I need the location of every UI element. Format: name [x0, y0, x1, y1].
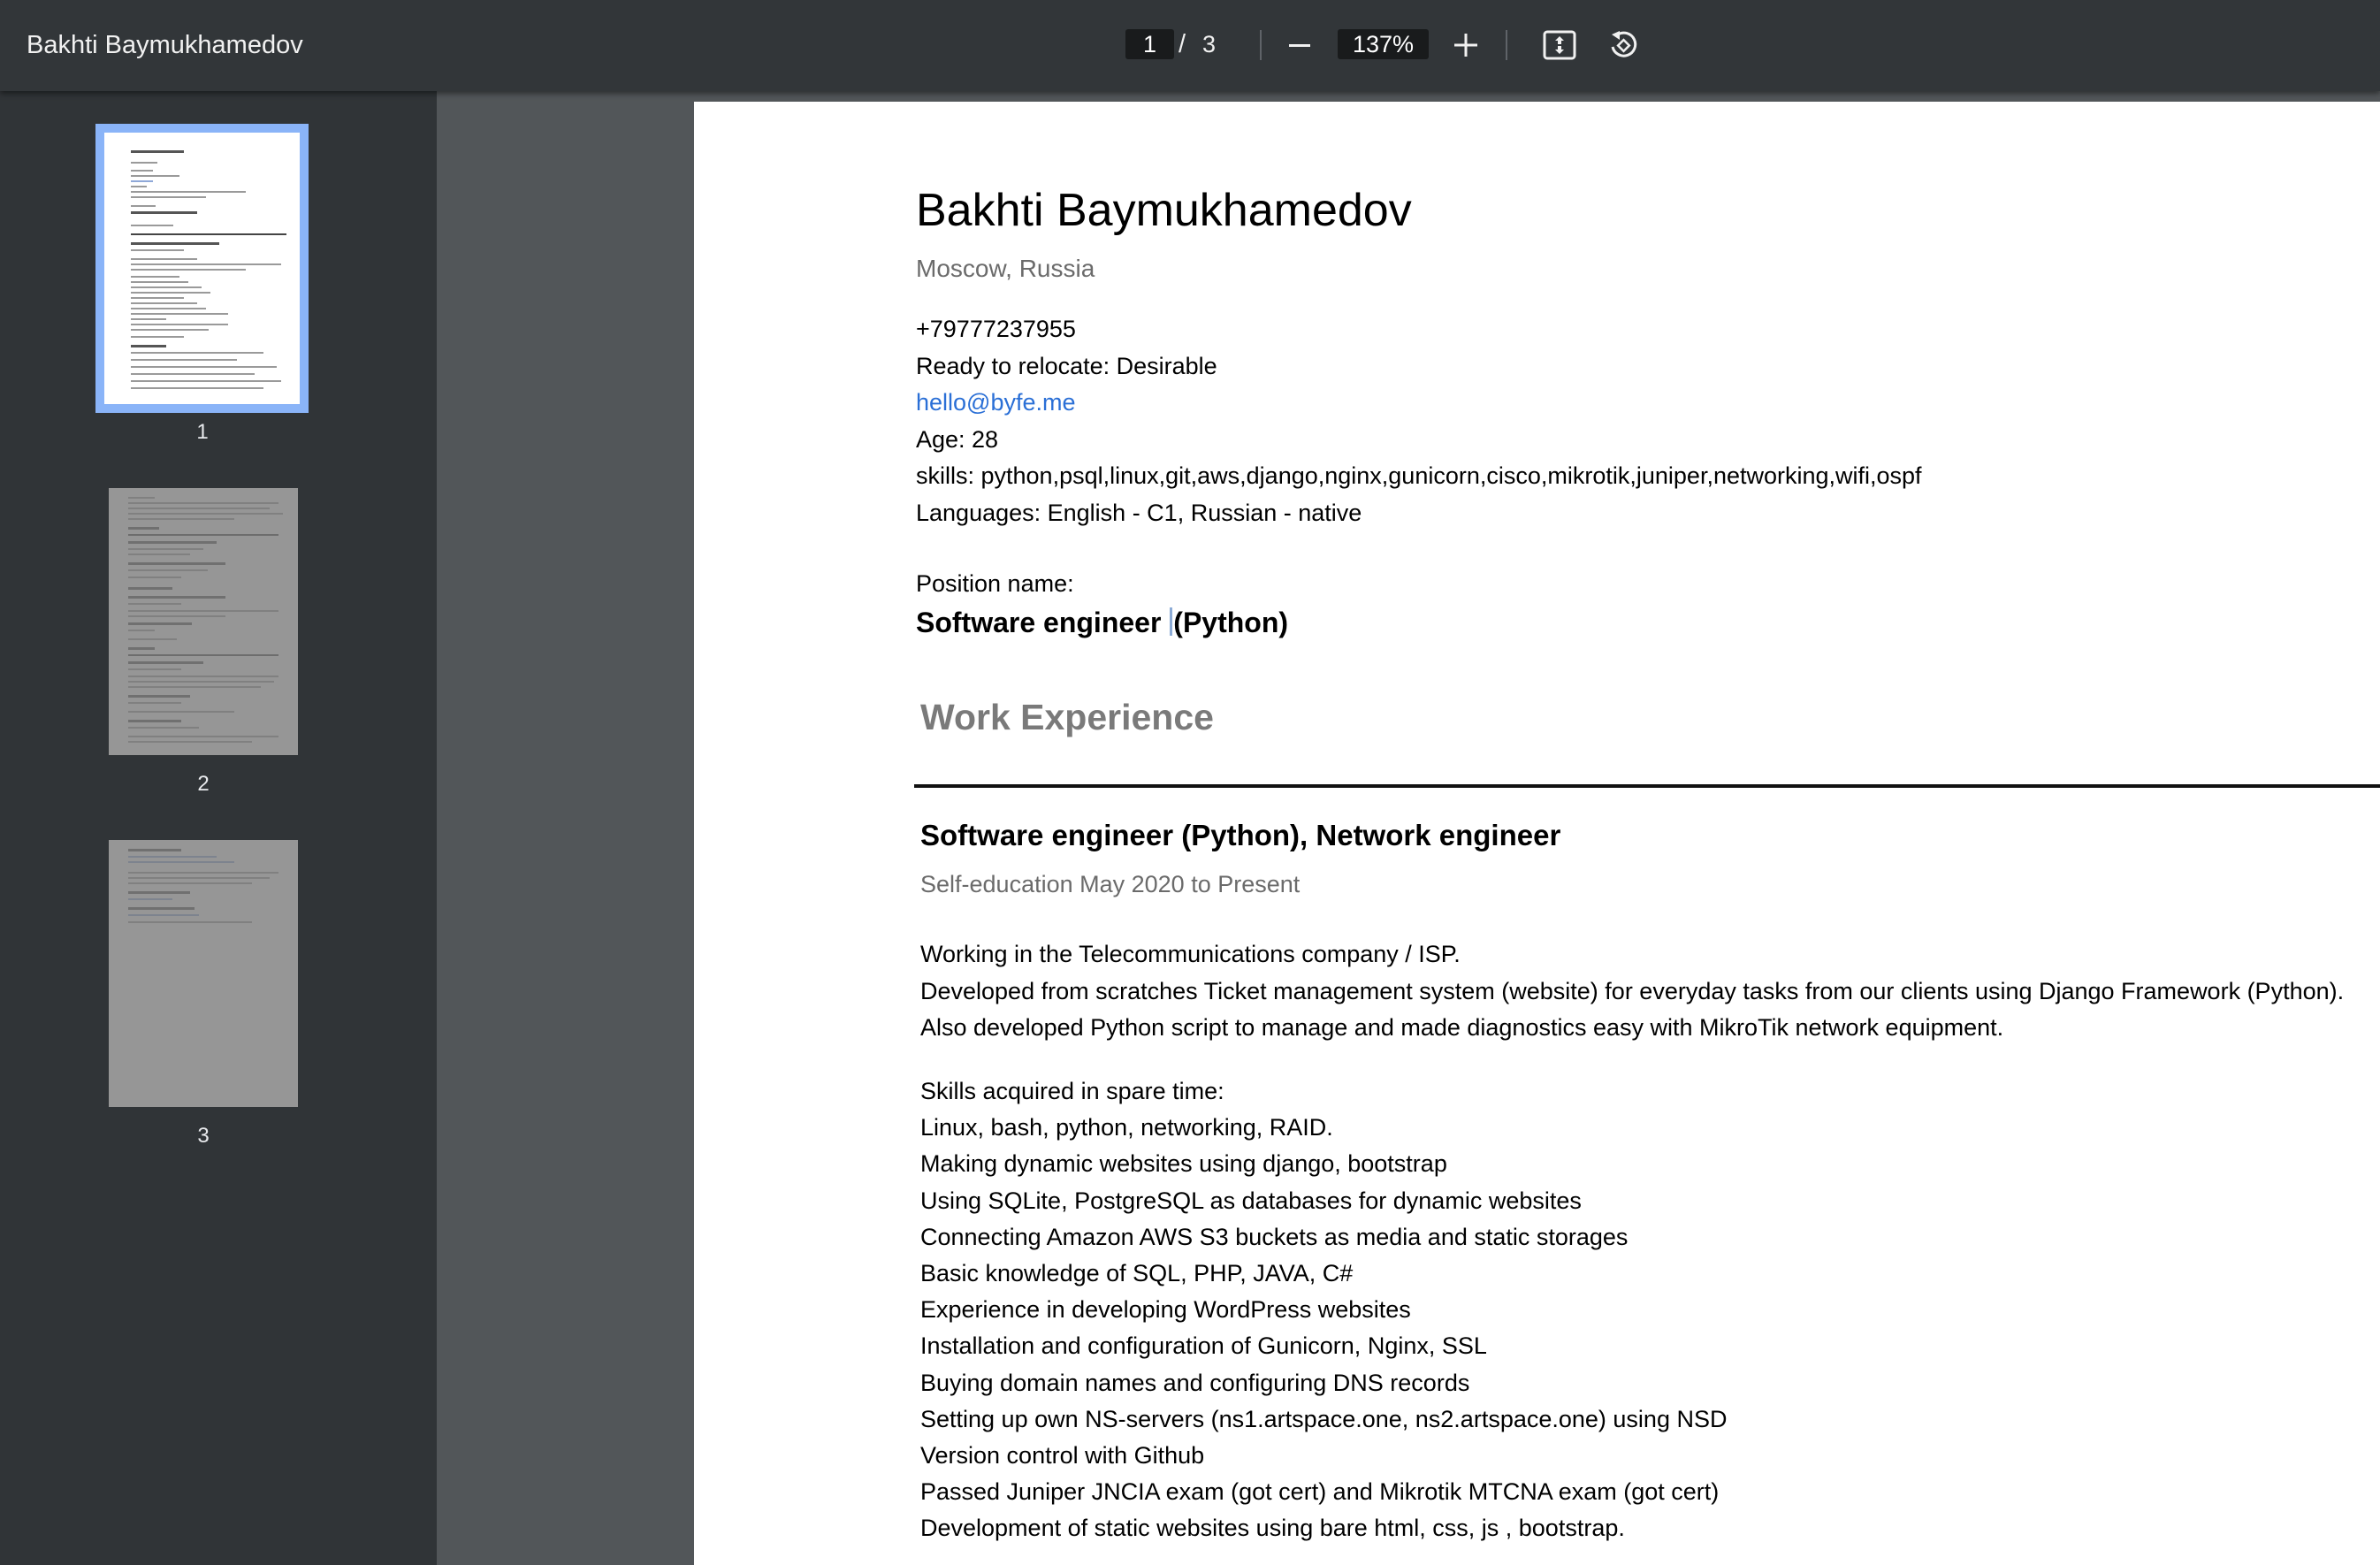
section-divider: [914, 784, 2380, 788]
job-description: [920, 936, 2344, 1047]
section-title-work-experience: Work Experience: [920, 697, 1214, 737]
position-title-part: Software engineer: [916, 607, 1170, 638]
skill-item: Development of static websites using bare html, css, js , bootstrap.: [920, 1515, 1625, 1542]
skill-item: Setting up own NS-servers (ns1.artspace.one, ns2.artspace.one) using NSD: [920, 1405, 1728, 1432]
resume-location: Moscow, Russia: [916, 255, 1095, 282]
job-title: Software engineer (Python), Network engineer: [920, 819, 1561, 851]
skill-item: Experience in developing WordPress websites: [920, 1296, 1411, 1324]
text-cursor: [1170, 607, 1172, 636]
skill-item: Installation and configuration of Gunicorn, Nginx, SSL: [920, 1332, 1487, 1360]
position-title-part: (Python): [1173, 607, 1289, 638]
contact-details: [916, 311, 1922, 531]
page-thumbnail-3[interactable]: [109, 840, 298, 1107]
description-line: Also developed Python script to manage and made diagnostics easy with MikroTik network equipment.: [920, 1014, 2004, 1041]
page-separator: /: [1179, 30, 1186, 58]
skill-item: Buying domain names and configuring DNS records: [920, 1369, 1470, 1396]
skill-item: Using SQLite, PostgreSQL as databases for dynamic websites: [920, 1187, 1582, 1214]
languages-line: Languages: English - C1, Russian - native: [916, 499, 1362, 526]
position-label: Position name:: [916, 570, 1074, 597]
page-thumbnail-2[interactable]: [109, 488, 298, 755]
skill-item: Linux, bash, python, networking, RAID.: [920, 1114, 1333, 1141]
rotate-button[interactable]: [1601, 23, 1645, 67]
skill-item: Passed Juniper JNCIA exam (got cert) and Mikrotik MTCNA exam (got cert): [920, 1478, 1720, 1506]
thumbnail-label-1: 1: [196, 420, 209, 444]
plus-icon: [1453, 33, 1478, 57]
fit-page-icon: [1543, 30, 1576, 60]
zoom-out-button[interactable]: [1278, 23, 1322, 67]
position-title: [916, 607, 1288, 639]
zoom-in-button[interactable]: [1444, 23, 1488, 67]
skill-item: Connecting Amazon AWS S3 buckets as media and static storages: [920, 1223, 1629, 1250]
age: Age: 28: [916, 425, 999, 453]
toolbar-divider: [1506, 30, 1507, 60]
skill-item: Making dynamic websites using django, bootstrap: [920, 1150, 1447, 1178]
minus-icon: [1288, 34, 1311, 57]
thumbnail-dim-overlay: [109, 488, 298, 755]
description-line: Developed from scratches Ticket management system (website) for everyday tasks from our clients using Django Framework (Python).: [920, 977, 2345, 1004]
phone-number: +79777237955: [916, 316, 1076, 342]
page-thumbnail-1[interactable]: [104, 133, 300, 404]
skills-intro: Skills acquired in spare time:: [920, 1078, 1224, 1104]
pdf-toolbar: [0, 0, 2380, 91]
email-link[interactable]: hello@byfe.me: [916, 389, 1076, 416]
current-page-input[interactable]: 1: [1125, 29, 1174, 59]
description-line: Working in the Telecommunications company / ISP.: [920, 941, 1461, 967]
pdf-page: [694, 102, 2380, 1565]
skill-item: Version control with Github: [920, 1442, 1205, 1470]
document-title: Bakhti Baymukhamedov: [27, 31, 303, 59]
resume-name: Bakhti Baymukhamedov: [916, 185, 1412, 236]
thumbnail-label-2: 2: [197, 772, 210, 796]
thumbnail-sidebar: [0, 91, 437, 1565]
job-period: Self-education May 2020 to Present: [920, 871, 1301, 897]
skills-line: skills: python,psql,linux,git,aws,django,nginx,gunicorn,cisco,mikrotik,juniper,networking,wifi,ospf: [916, 462, 1922, 489]
rotate-icon: [1607, 29, 1639, 61]
fit-to-page-button[interactable]: [1537, 23, 1582, 67]
total-pages: 3: [1202, 31, 1217, 57]
thumbnail-dim-overlay: [109, 840, 298, 1107]
zoom-level-input[interactable]: 137%: [1338, 29, 1429, 59]
toolbar-divider: [1260, 30, 1262, 60]
skills-list: [920, 1073, 1727, 1547]
skill-item: Basic knowledge of SQL, PHP, JAVA, C#: [920, 1260, 1354, 1287]
thumbnail-label-3: 3: [197, 1124, 210, 1148]
relocate-status: Ready to relocate: Desirable: [916, 352, 1217, 379]
